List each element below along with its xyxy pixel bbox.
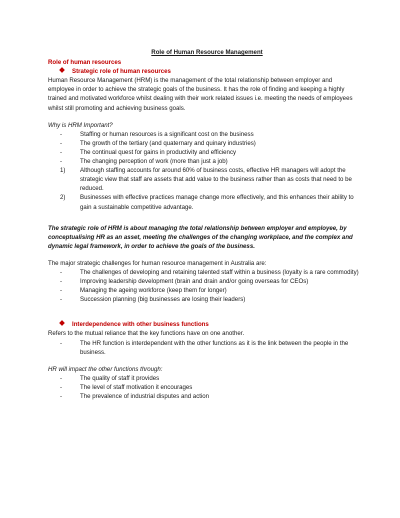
numbered-item <box>60 193 360 211</box>
subheading-interdependence <box>48 320 360 329</box>
dash-marker: - <box>60 130 63 138</box>
interdependence-list <box>48 339 360 357</box>
dash-marker: - <box>60 383 63 391</box>
dash-marker: - <box>60 296 63 304</box>
dash-marker: - <box>60 158 63 166</box>
challenges-list <box>48 268 360 304</box>
list-item <box>60 130 360 139</box>
dash-marker: - <box>60 393 63 400</box>
dash-marker: - <box>60 278 63 286</box>
list-item-text: The growth of the tertiary (and quaternary and quinary industries) <box>80 139 256 147</box>
list-item-text: Succession planning (big businesses are losing their leaders) <box>80 296 246 304</box>
dash-marker: - <box>60 139 63 147</box>
page-title: Role of Human Resource Management <box>151 49 263 56</box>
list-item <box>60 139 360 148</box>
diamond-bullet-icon <box>59 321 65 327</box>
list-item-text: Improving leadership development (brain and drain and/or going overseas for CEOs) <box>80 278 309 286</box>
subheading-strategic-label: Strategic role of human resources <box>72 68 171 76</box>
list-item-text: The changing perception of work (more than just a job) <box>80 158 228 166</box>
list-item <box>60 268 360 277</box>
dash-marker: - <box>60 148 63 156</box>
strategic-statement: The strategic role of HRM is about managing the total relationship between employer and employee, by conceptualising HR as an asset, meeting the challenges of the changing workplace, and the complex and dynamic legal framework, in order to achieve the goals of the business. <box>48 224 353 250</box>
list-item-text: The continual quest for gains in productivity and efficiency <box>80 148 237 156</box>
list-item <box>60 286 360 295</box>
list-item-text: The prevalence of industrial disputes and action <box>80 393 210 400</box>
list-item <box>60 157 360 166</box>
challenges-intro: The major strategic challenges for human resource management in Australia are: <box>48 259 267 267</box>
diamond-bullet-icon <box>59 67 65 73</box>
list-item <box>60 339 360 357</box>
list-item <box>60 374 360 383</box>
section-heading-role: Role of human resources <box>48 59 122 67</box>
list-item <box>60 392 360 401</box>
impact-heading: HR will impact the other functions through: <box>48 365 163 373</box>
list-item-text: Staffing or human resources is a significant cost on the business <box>80 130 254 138</box>
numbered-item-text: Although staffing accounts for around 60% of business costs, effective HR managers will adopt the strategic view that staff are assets that add value to the business rather than as costs that need to be reduced. <box>80 167 352 193</box>
impact-list <box>48 374 360 401</box>
numbered-list <box>48 166 360 211</box>
intro-paragraph: Human Resource Management (HRM) is the management of the total relationship between employer and employee in order to achieve the strategic goals of the business. It has the role of finding and keeping a highly trained and motivated workforce whilst dealing with their work related issues i.e. meeting the needs of employees whilst still promoting and achieving business goals. <box>48 77 353 112</box>
numbered-item <box>60 166 360 193</box>
interdependence-text: Refers to the mutual reliance that the key functions have on one another. <box>48 330 245 338</box>
dash-marker: - <box>60 374 63 382</box>
number-marker: 1) <box>60 167 66 175</box>
list-item-text: The quality of staff it provides <box>80 374 160 382</box>
list-item-text: Managing the ageing workforce (keep them for longer) <box>80 287 227 295</box>
subheading-strategic <box>48 67 360 76</box>
list-item-text: The HR function is interdependent with the other functions as it is the link between the people in the business. <box>80 339 349 356</box>
list-item-text: The challenges of developing and retaining talented staff within a business (loyalty is a rare commodity) <box>80 268 359 276</box>
dash-marker: - <box>60 268 63 276</box>
number-marker: 2) <box>60 194 66 202</box>
dash-marker: - <box>60 287 63 295</box>
dash-marker: - <box>60 339 63 347</box>
list-item <box>60 277 360 286</box>
subheading-interdependence-label: Interdependence with other business functions <box>72 321 209 329</box>
why-heading: Why is HRM Important? <box>48 121 113 129</box>
why-list <box>48 130 360 166</box>
numbered-item-text: Businesses with effective practices manage change more effectively, and this enhances their ability to gain a sustainable competitive advantage. <box>80 194 354 211</box>
list-item <box>60 148 360 157</box>
list-item <box>60 295 360 304</box>
list-item <box>60 383 360 392</box>
list-item-text: The level of staff motivation it encourages <box>80 383 193 391</box>
